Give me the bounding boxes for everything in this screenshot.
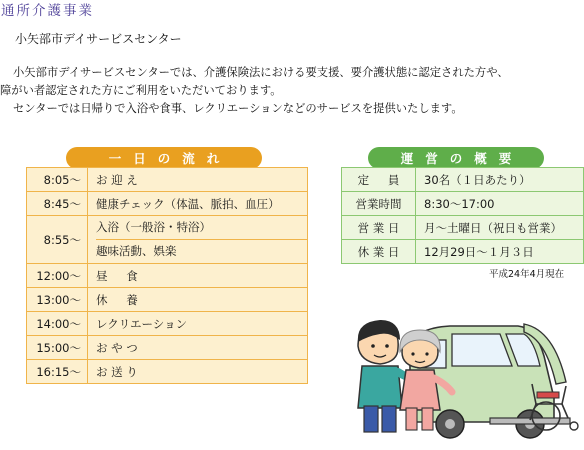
overview-label: 営 業 日 xyxy=(342,216,416,240)
schedule-activity-bath: 入浴（一般浴・特浴） xyxy=(96,220,211,234)
intro-text xyxy=(0,64,584,118)
table-row xyxy=(27,312,308,336)
schedule-time: 13:00～ xyxy=(27,288,88,312)
overview-value: 8:30～17:00 xyxy=(416,192,584,216)
schedule-time: 16:15～ xyxy=(27,360,88,384)
schedule-heading: 一日の流れ xyxy=(66,147,262,169)
table-row xyxy=(342,168,584,192)
overview-heading: 運営の概要 xyxy=(368,147,544,169)
schedule-time: 8:45～ xyxy=(27,192,88,216)
as-of-date: 平成24年4月現在 xyxy=(489,269,565,280)
table-row xyxy=(342,240,584,264)
overview-label: 営業時間 xyxy=(342,192,416,216)
schedule-activity: 休 養 xyxy=(88,288,308,312)
caregiver-van-illustration xyxy=(340,300,584,450)
intro-line-1: 小矢部市デイサービスセンターでは、介護保険法における要支援、要介護状態に認定された方や、 xyxy=(13,66,509,79)
schedule-time: 14:00～ xyxy=(27,312,88,336)
schedule-time: 12:00～ xyxy=(27,264,88,288)
overview-value: 30名（１日あたり） xyxy=(416,168,584,192)
schedule-activity: 昼 食 xyxy=(88,264,308,288)
table-row xyxy=(27,336,308,360)
table-row xyxy=(342,192,584,216)
schedule-activity: 健康チェック（体温、脈拍、血圧） xyxy=(88,192,308,216)
table-row xyxy=(27,288,308,312)
schedule-activity xyxy=(88,216,308,264)
overview-label: 定 員 xyxy=(342,168,416,192)
schedule-activity: お 送 り xyxy=(88,360,308,384)
schedule-activity: お 迎 え xyxy=(88,168,308,192)
table-row xyxy=(27,168,308,192)
schedule-time: 8:05～ xyxy=(27,168,88,192)
table-row xyxy=(27,264,308,288)
schedule-activity: お や つ xyxy=(88,336,308,360)
section-title: 通所介護事業 xyxy=(1,3,94,19)
intro-line-3: センターでは日帰りで入浴や食事、レクリエーションなどのサービスを提供いたします。 xyxy=(13,102,463,115)
table-row xyxy=(27,360,308,384)
intro-line-2: 障がい者認定された方にご利用をいただいております。 xyxy=(0,84,282,97)
overview-value: 月～土曜日（祝日も営業） xyxy=(416,216,584,240)
overview-table xyxy=(341,167,584,264)
overview-label: 休 業 日 xyxy=(342,240,416,264)
overview-value: 12月29日～１月３日 xyxy=(416,240,584,264)
table-row xyxy=(27,216,308,264)
facility-name: 小矢部市デイサービスセンター xyxy=(15,32,182,46)
schedule-activity: レクリエーション xyxy=(88,312,308,336)
schedule-time: 8:55～ xyxy=(27,216,88,264)
schedule-time: 15:00～ xyxy=(27,336,88,360)
daily-schedule-table xyxy=(26,167,308,384)
table-row xyxy=(342,216,584,240)
table-row xyxy=(27,192,308,216)
schedule-activity-hobby: 趣味活動、娯楽 xyxy=(96,239,307,263)
